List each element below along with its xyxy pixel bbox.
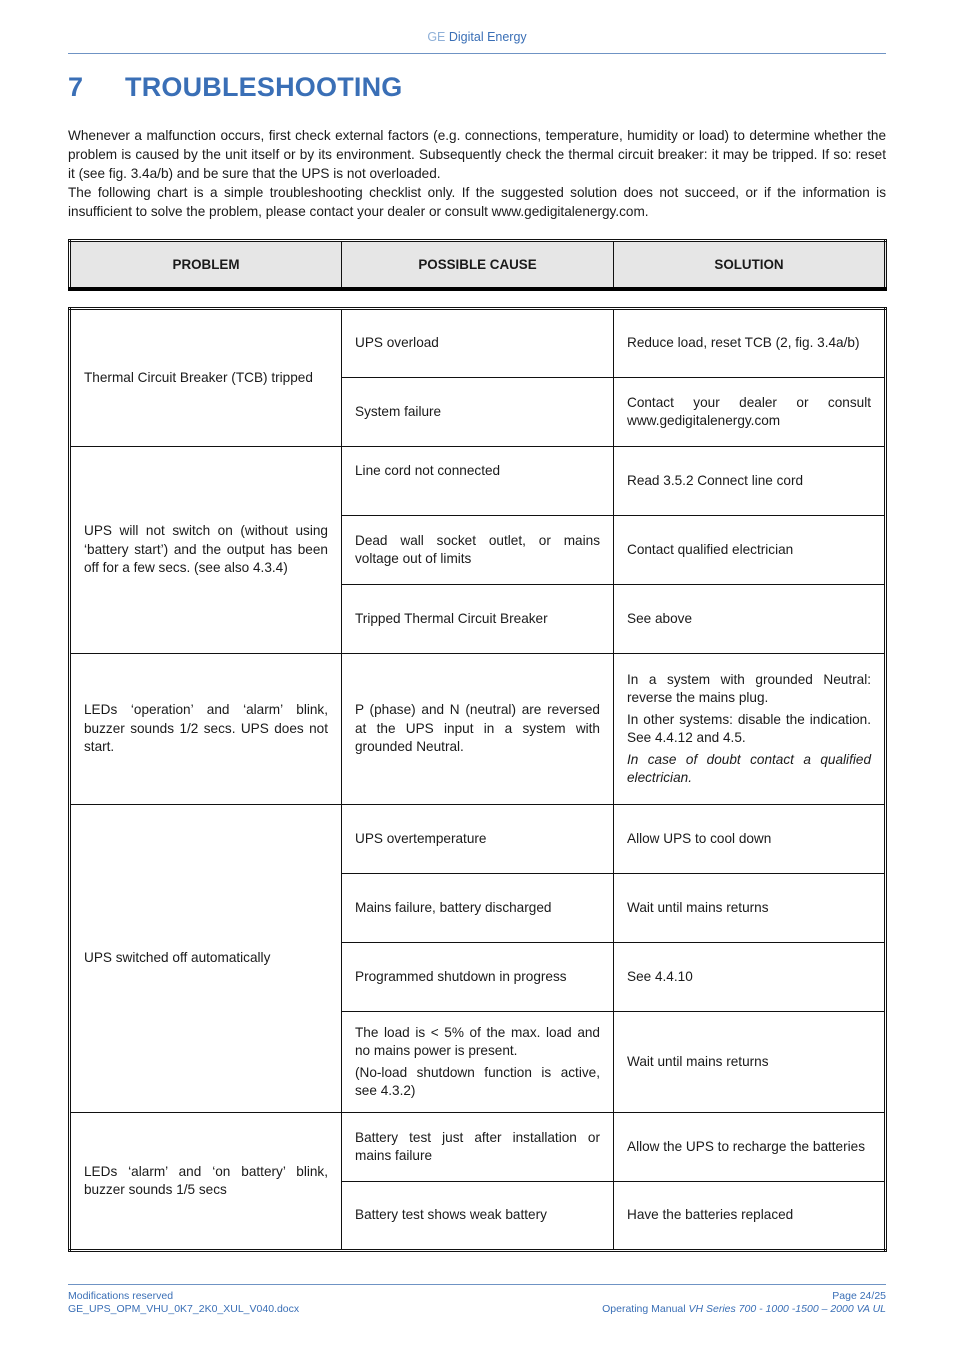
cause-cell: Line cord not connected bbox=[342, 447, 614, 516]
solution-cell: Reduce load, reset TCB (2, fig. 3.4a/b) bbox=[614, 309, 886, 378]
problem-cell: UPS switched off automatically bbox=[70, 805, 342, 1113]
solution-cell: Contact your dealer or consult www.gedigitalenergy.com bbox=[614, 378, 886, 447]
manual-series: VH Series 700 - 1000 -1500 – 2000 VA UL bbox=[688, 1303, 886, 1315]
troubleshooting-table bbox=[68, 307, 887, 1252]
manual-title bbox=[602, 1303, 886, 1316]
footer-divider bbox=[68, 1284, 886, 1285]
problem-cell: LEDs ‘operation’ and ‘alarm’ blink, buzzer sounds 1/2 secs. UPS does not start. bbox=[70, 654, 342, 805]
solution-cell: Read 3.5.2 Connect line cord bbox=[614, 447, 886, 516]
page-number: Page 24/25 bbox=[832, 1290, 886, 1302]
intro-text bbox=[68, 126, 886, 221]
cause-cell: UPS overload bbox=[342, 309, 614, 378]
intro-paragraph-2: The following chart is a simple troubleshooting checklist only. If the suggested solution does not succeed, or if the information is insufficient to solve the problem, please contact your dealer or consult www.gedigitalenergy.com. bbox=[68, 185, 886, 219]
cause-cell: System failure bbox=[342, 378, 614, 447]
problem-cell: UPS will not switch on (without using ‘battery start’) and the output has been off for a few secs. (see also 4.3.4) bbox=[70, 447, 342, 654]
footer-notice: Modifications reserved bbox=[68, 1290, 174, 1302]
chapter-number: 7 bbox=[68, 72, 84, 102]
cause-cell: Tripped Thermal Circuit Breaker bbox=[342, 585, 614, 654]
solution-cell: See above bbox=[614, 585, 886, 654]
solution-cell: Allow the UPS to recharge the batteries bbox=[614, 1113, 886, 1182]
page-header bbox=[68, 30, 886, 44]
solution-cell: Wait until mains returns bbox=[614, 874, 886, 943]
solution-note: In case of doubt contact a qualified electrician. bbox=[627, 751, 871, 785]
column-header-solution: SOLUTION bbox=[614, 241, 886, 290]
table-row bbox=[70, 654, 886, 805]
footer-left bbox=[68, 1290, 299, 1316]
solution-cell: See 4.4.10 bbox=[614, 943, 886, 1012]
cause-cell: P (phase) and N (neutral) are reversed at the UPS input in a system with grounded Neutral. bbox=[342, 654, 614, 805]
solution-cell: Contact qualified electrician bbox=[614, 516, 886, 585]
brand-name: Digital Energy bbox=[448, 30, 527, 44]
table-row bbox=[70, 447, 886, 516]
intro-paragraph-1: Whenever a malfunction occurs, first check external factors (e.g. connections, temperature, humidity or load) to determine whether the problem is caused by the unit itself or by its environment. Subsequently check the thermal circuit breaker: it may be tripped. If so: reset it (see fig. 3.4a/b) and be sure that the UPS is not overloaded. bbox=[68, 128, 886, 181]
manual-prefix: Operating Manual bbox=[602, 1303, 689, 1315]
chapter-title-text: TROUBLESHOOTING bbox=[125, 72, 403, 102]
brand-label: GE bbox=[427, 30, 446, 44]
cause-cell: Programmed shutdown in progress bbox=[342, 943, 614, 1012]
cause-cell: Battery test just after installation or mains failure bbox=[342, 1113, 614, 1182]
header-divider bbox=[68, 53, 886, 54]
solution-line: In a system with grounded Neutral: reverse the mains plug. bbox=[627, 671, 871, 705]
solution-cell: Wait until mains returns bbox=[614, 1012, 886, 1113]
footer-right bbox=[602, 1290, 886, 1316]
solution-line: In other systems: disable the indication. See 4.4.12 and 4.5. bbox=[627, 711, 871, 745]
column-header-cause: POSSIBLE CAUSE bbox=[342, 241, 614, 290]
cause-line: The load is < 5% of the max. load and no mains power is present. bbox=[355, 1024, 600, 1058]
chapter-title bbox=[68, 72, 403, 103]
table-row bbox=[70, 309, 886, 378]
cause-cell: UPS overtemperature bbox=[342, 805, 614, 874]
cause-cell: Dead wall socket outlet, or mains voltage out of limits bbox=[342, 516, 614, 585]
problem-cell: LEDs ‘alarm’ and ‘on battery’ blink, buzzer sounds 1/5 secs bbox=[70, 1113, 342, 1251]
solution-cell: Allow UPS to cool down bbox=[614, 805, 886, 874]
footer-filename: GE_UPS_OPM_VHU_0K7_2K0_XUL_V040.docx bbox=[68, 1303, 300, 1315]
table-row bbox=[70, 805, 886, 874]
table-row bbox=[70, 1113, 886, 1182]
troubleshooting-header-table bbox=[68, 239, 887, 291]
solution-cell: Have the batteries replaced bbox=[614, 1182, 886, 1251]
column-header-problem: PROBLEM bbox=[70, 241, 342, 290]
problem-cell: Thermal Circuit Breaker (TCB) tripped bbox=[70, 309, 342, 447]
cause-line: (No-load shutdown function is active, see 4.3.2) bbox=[355, 1064, 600, 1098]
cause-cell bbox=[342, 1012, 614, 1113]
cause-cell: Mains failure, battery discharged bbox=[342, 874, 614, 943]
solution-cell bbox=[614, 654, 886, 805]
cause-cell: Battery test shows weak battery bbox=[342, 1182, 614, 1251]
